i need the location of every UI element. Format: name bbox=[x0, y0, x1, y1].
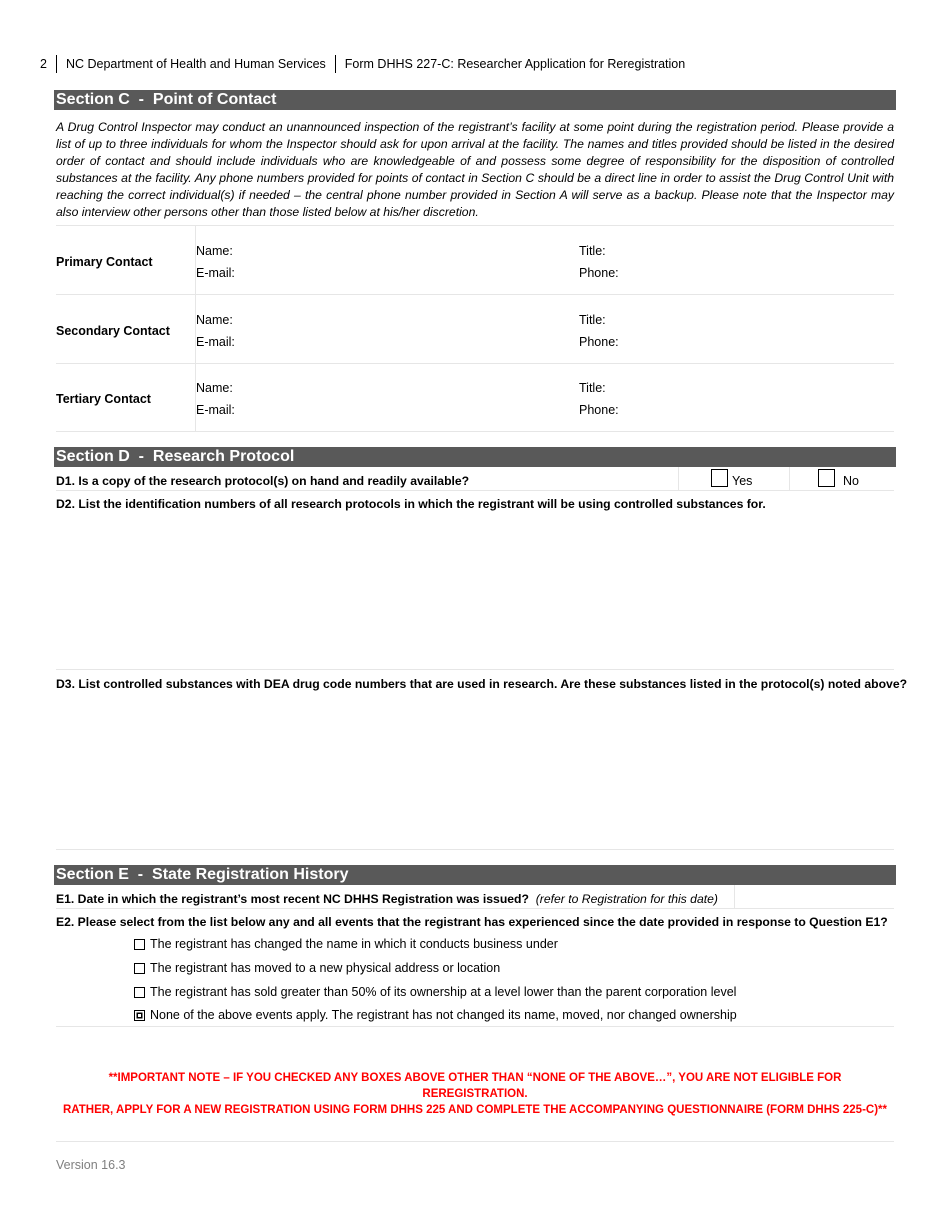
header-divider bbox=[56, 55, 57, 73]
divider bbox=[56, 1026, 894, 1027]
department-name: NC Department of Health and Human Services bbox=[65, 57, 326, 71]
e2-option-checkbox[interactable] bbox=[134, 987, 145, 998]
section-d-title: Section D - Research Protocol bbox=[54, 447, 896, 467]
form-title: Form DHHS 227-C: Researcher Application for Reregistration bbox=[344, 57, 686, 71]
divider bbox=[678, 467, 679, 490]
e2-option-checkbox[interactable] bbox=[134, 1010, 145, 1021]
e2-option-none[interactable] bbox=[134, 1008, 737, 1022]
e2-option-checkbox[interactable] bbox=[134, 939, 145, 950]
tertiary-title-field[interactable]: Title: bbox=[579, 381, 606, 395]
question-e1-text: E1. Date in which the registrant’s most recent NC DHHS Registration was issued? bbox=[56, 892, 529, 906]
secondary-name-field[interactable]: Name: bbox=[196, 313, 233, 327]
tertiary-email-field[interactable]: E-mail: bbox=[196, 403, 235, 417]
e2-option-checkbox[interactable] bbox=[134, 963, 145, 974]
d1-yes-label: Yes bbox=[732, 474, 753, 488]
divider bbox=[56, 294, 894, 295]
divider bbox=[734, 885, 735, 908]
question-d1: D1. Is a copy of the research protocol(s) on hand and readily available? bbox=[56, 474, 470, 488]
e2-option-label: The registrant has moved to a new physical address or location bbox=[150, 961, 501, 975]
e2-option-ownership[interactable] bbox=[134, 985, 736, 999]
secondary-email-field[interactable]: E-mail: bbox=[196, 335, 235, 349]
divider bbox=[56, 669, 894, 670]
tertiary-name-field[interactable]: Name: bbox=[196, 381, 233, 395]
version-label: Version 16.3 bbox=[56, 1158, 126, 1172]
e2-option-label: The registrant has sold greater than 50% of its ownership at a level lower than the parent corporation level bbox=[150, 985, 737, 999]
secondary-title-field[interactable]: Title: bbox=[579, 313, 606, 327]
divider bbox=[195, 295, 196, 363]
d1-no-checkbox[interactable] bbox=[818, 469, 835, 487]
e2-option-name-change[interactable] bbox=[134, 937, 558, 951]
divider bbox=[56, 490, 894, 491]
primary-name-field[interactable]: Name: bbox=[196, 244, 233, 258]
divider bbox=[789, 467, 790, 490]
e2-option-label: None of the above events apply. The registrant has not changed its name, moved, nor changed ownership bbox=[150, 1008, 737, 1022]
page-header bbox=[40, 56, 685, 72]
divider bbox=[56, 363, 894, 364]
tertiary-phone-field[interactable]: Phone: bbox=[579, 403, 619, 417]
divider bbox=[56, 908, 894, 909]
section-e-title: Section E - State Registration History bbox=[54, 865, 896, 885]
divider bbox=[56, 431, 894, 432]
primary-contact-label: Primary Contact bbox=[56, 255, 153, 269]
divider bbox=[195, 226, 196, 294]
section-c-intro: A Drug Control Inspector may conduct an unannounced inspection of the registrant’s facility at some point during the registration period. Please provide a list of up to three individuals for whom the Inspector should ask for upon arrival at the facility. The names and titles provided should be listed in the desired order of contact and should include individuals who are knowledgeable of and possess some degree of responsibility for the disposition of controlled substances at the facility. Any phone numbers provided for points of contact in Section C should be a direct line in order to assist the Drug Control Unit with reaching the correct individual(s) if needed – the central phone number provided in Section A will serve as a backup. Please note that the Inspector may also interview other persons other than those listed below at his/her discretion. bbox=[56, 120, 894, 219]
question-e1-hint: (refer to Registration for this date) bbox=[535, 892, 718, 906]
d1-yes-checkbox[interactable] bbox=[711, 469, 728, 487]
primary-email-field[interactable]: E-mail: bbox=[196, 266, 235, 280]
question-d2: D2. List the identification numbers of all research protocols in which the registrant will be using controlled substances for. bbox=[56, 497, 766, 511]
section-c-title: Section C - Point of Contact bbox=[54, 90, 896, 110]
important-note-line-1: **IMPORTANT NOTE – IF YOU CHECKED ANY BOXES ABOVE OTHER THAN “NONE OF THE ABOVE…”, YOU ARE NOT ELIGIBLE FOR REREGISTRATION. bbox=[108, 1072, 842, 1100]
tertiary-contact-label: Tertiary Contact bbox=[56, 392, 151, 406]
question-e2: E2. Please select from the list below any and all events that the registrant has experienced since the date provided in response to Question E1? bbox=[56, 915, 888, 929]
d1-no-label: No bbox=[843, 474, 859, 488]
question-e1 bbox=[56, 892, 718, 906]
divider bbox=[56, 849, 894, 850]
header-divider bbox=[335, 55, 336, 73]
primary-phone-field[interactable]: Phone: bbox=[579, 266, 619, 280]
e2-option-moved[interactable] bbox=[134, 961, 500, 975]
divider bbox=[195, 364, 196, 432]
page-number: 2 bbox=[40, 57, 47, 71]
secondary-contact-label: Secondary Contact bbox=[56, 324, 170, 338]
important-note bbox=[56, 1070, 894, 1118]
e2-option-label: The registrant has changed the name in which it conducts business under bbox=[150, 937, 558, 951]
divider bbox=[56, 225, 894, 226]
secondary-phone-field[interactable]: Phone: bbox=[579, 335, 619, 349]
primary-title-field[interactable]: Title: bbox=[579, 244, 606, 258]
question-d3: D3. List controlled substances with DEA drug code numbers that are used in research. Are these substances listed in the protocol(s) noted above? bbox=[56, 677, 908, 691]
important-note-line-2: RATHER, APPLY FOR A NEW REGISTRATION USING FORM DHHS 225 AND COMPLETE THE ACCOMPANYING QUESTIONNAIRE (FORM DHHS 225-C)** bbox=[62, 1104, 887, 1116]
divider bbox=[56, 1141, 894, 1142]
